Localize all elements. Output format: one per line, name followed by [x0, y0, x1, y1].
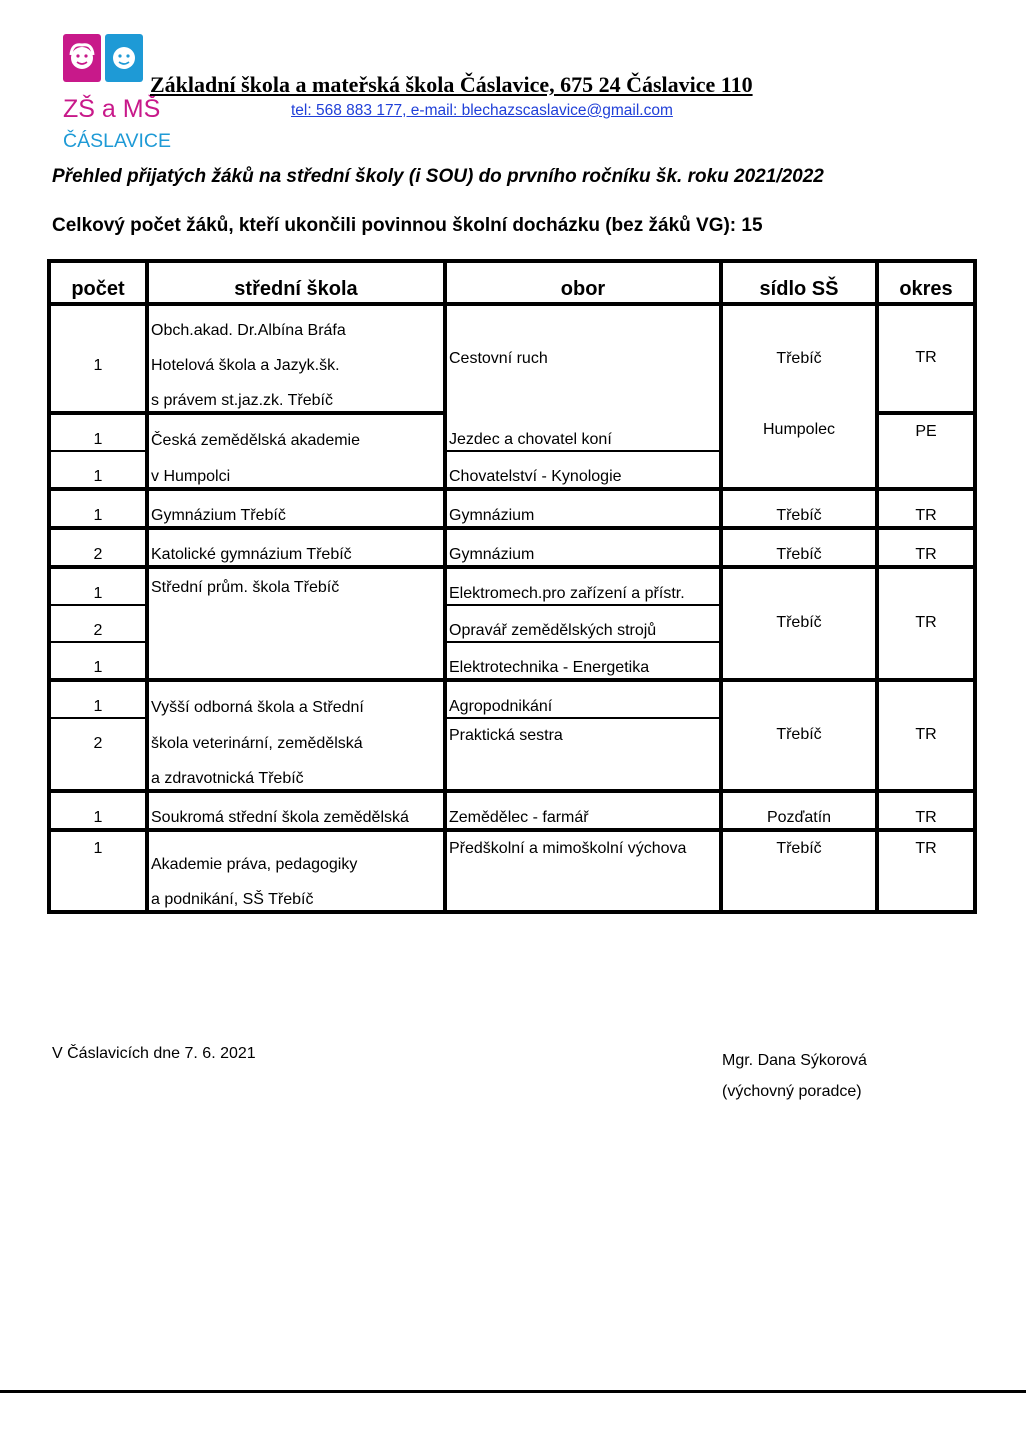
admissions-table	[47, 259, 977, 914]
cell-count: 1	[49, 413, 147, 451]
logo-text-bottom: ČÁSLAVICE	[63, 130, 172, 152]
cell-school: Obch.akad. Dr.Albína Bráfa	[147, 304, 445, 341]
cell-city: Třebíč	[721, 528, 877, 567]
cell-school: Katolické gymnázium Třebíč	[147, 528, 445, 567]
cell-city: Třebíč	[721, 567, 877, 680]
cell-count: 2	[49, 528, 147, 567]
cell-school: a zdravotnická Třebíč	[147, 754, 445, 791]
cell-count: 2	[49, 718, 147, 754]
signature-block	[722, 1045, 867, 1107]
cell-okres: PE	[877, 413, 975, 489]
cell-okres: TR	[877, 830, 975, 912]
cell-field: Jezdec a chovatel koní	[445, 413, 721, 451]
cell-count: 1	[49, 680, 147, 718]
logo-text-top: ZŠ a MŠ	[63, 95, 161, 123]
school-name: Základní škola a mateřská škola Čáslavice, 675 24 Čáslavice 110	[150, 72, 753, 97]
header-okres: okres	[877, 261, 975, 304]
cell-field: Zemědělec - farmář	[445, 791, 721, 830]
cell-school: Vyšší odborná škola a Střední	[147, 680, 445, 718]
cell-count: 1	[49, 567, 147, 605]
cell-field: Předškolní a mimoškolní výchova	[445, 830, 721, 912]
report-title: Přehled přijatých žáků na střední školy (i SOU) do prvního ročníku šk. roku 2021/2022	[52, 166, 824, 187]
cell-field: Chovatelství - Kynologie	[445, 451, 721, 489]
cell-okres: TR	[877, 567, 975, 680]
cell-count: 1	[49, 341, 147, 376]
contact-link[interactable]: tel: 568 883 177, e-mail: blechazscaslavice@gmail.com	[291, 102, 673, 119]
total-value: 15	[741, 215, 763, 236]
cell-field: Elektrotechnika - Energetika	[445, 642, 721, 680]
cell-city: Třebíč	[721, 830, 877, 912]
header-school: střední škola	[147, 261, 445, 304]
cell-field: Gymnázium	[445, 528, 721, 567]
school-logo	[62, 33, 172, 153]
cell-count: 1	[49, 489, 147, 528]
cell-school: Akademie práva, pedagogiky	[147, 830, 445, 875]
cell-count	[49, 304, 147, 341]
cell-school: škola veterinární, zemědělská	[147, 718, 445, 754]
total-students	[52, 215, 763, 237]
cell-city: Humpolec	[721, 413, 877, 489]
signer-name: Mgr. Dana Sýkorová	[722, 1052, 867, 1069]
cell-city: Třebíč	[721, 489, 877, 528]
cell-count	[49, 376, 147, 413]
table-row	[49, 413, 975, 451]
cell-city: Pozďatín	[721, 791, 877, 830]
cell-count	[49, 875, 147, 912]
cell-school: Česká zemědělská akademie	[147, 413, 445, 451]
page-bottom-rule	[0, 1390, 1026, 1393]
cell-okres: TR	[877, 528, 975, 567]
cell-okres: TR	[877, 304, 975, 413]
place-date: V Čáslavicích dne 7. 6. 2021	[52, 1045, 256, 1062]
cell-school: v Humpolci	[147, 451, 445, 489]
cell-school: Střední prům. škola Třebíč	[147, 567, 445, 680]
cell-okres: TR	[877, 791, 975, 830]
cell-count: 1	[49, 830, 147, 875]
cell-count: 2	[49, 605, 147, 642]
signer-role: (výchovný poradce)	[722, 1083, 862, 1100]
table-row	[49, 489, 975, 528]
table-row	[49, 304, 975, 341]
cell-count	[49, 754, 147, 791]
total-label: Celkový počet žáků, kteří ukončili povinnou školní docházku (bez žáků VG):	[52, 215, 737, 236]
table-row	[49, 567, 975, 605]
cell-field: Gymnázium	[445, 489, 721, 528]
cell-field: Cestovní ruch	[445, 304, 721, 413]
cell-city: Třebíč	[721, 680, 877, 791]
cell-field: Agropodnikání	[445, 680, 721, 718]
cell-field: Praktická sestra	[445, 718, 721, 791]
header-field: obor	[445, 261, 721, 304]
cell-field: Elektromech.pro zařízení a přístr.	[445, 567, 721, 605]
table-row	[49, 791, 975, 830]
table-header-row	[49, 261, 975, 304]
cell-count: 1	[49, 791, 147, 830]
cell-field: Opravář zemědělských strojů	[445, 605, 721, 642]
cell-count: 1	[49, 451, 147, 489]
cell-school: a podnikání, SŠ Třebíč	[147, 875, 445, 912]
cell-school: Gymnázium Třebíč	[147, 489, 445, 528]
header-count: počet	[49, 261, 147, 304]
cell-count: 1	[49, 642, 147, 680]
cell-school: Hotelová škola a Jazyk.šk.	[147, 341, 445, 376]
header-city: sídlo SŠ	[721, 261, 877, 304]
table-row	[49, 528, 975, 567]
table-row	[49, 830, 975, 875]
table-row	[49, 680, 975, 718]
cell-okres: TR	[877, 680, 975, 791]
cell-school: Soukromá střední škola zemědělská	[147, 791, 445, 830]
cell-city: Třebíč	[721, 304, 877, 413]
cell-okres: TR	[877, 489, 975, 528]
cell-school: s právem st.jaz.zk. Třebíč	[147, 376, 445, 413]
